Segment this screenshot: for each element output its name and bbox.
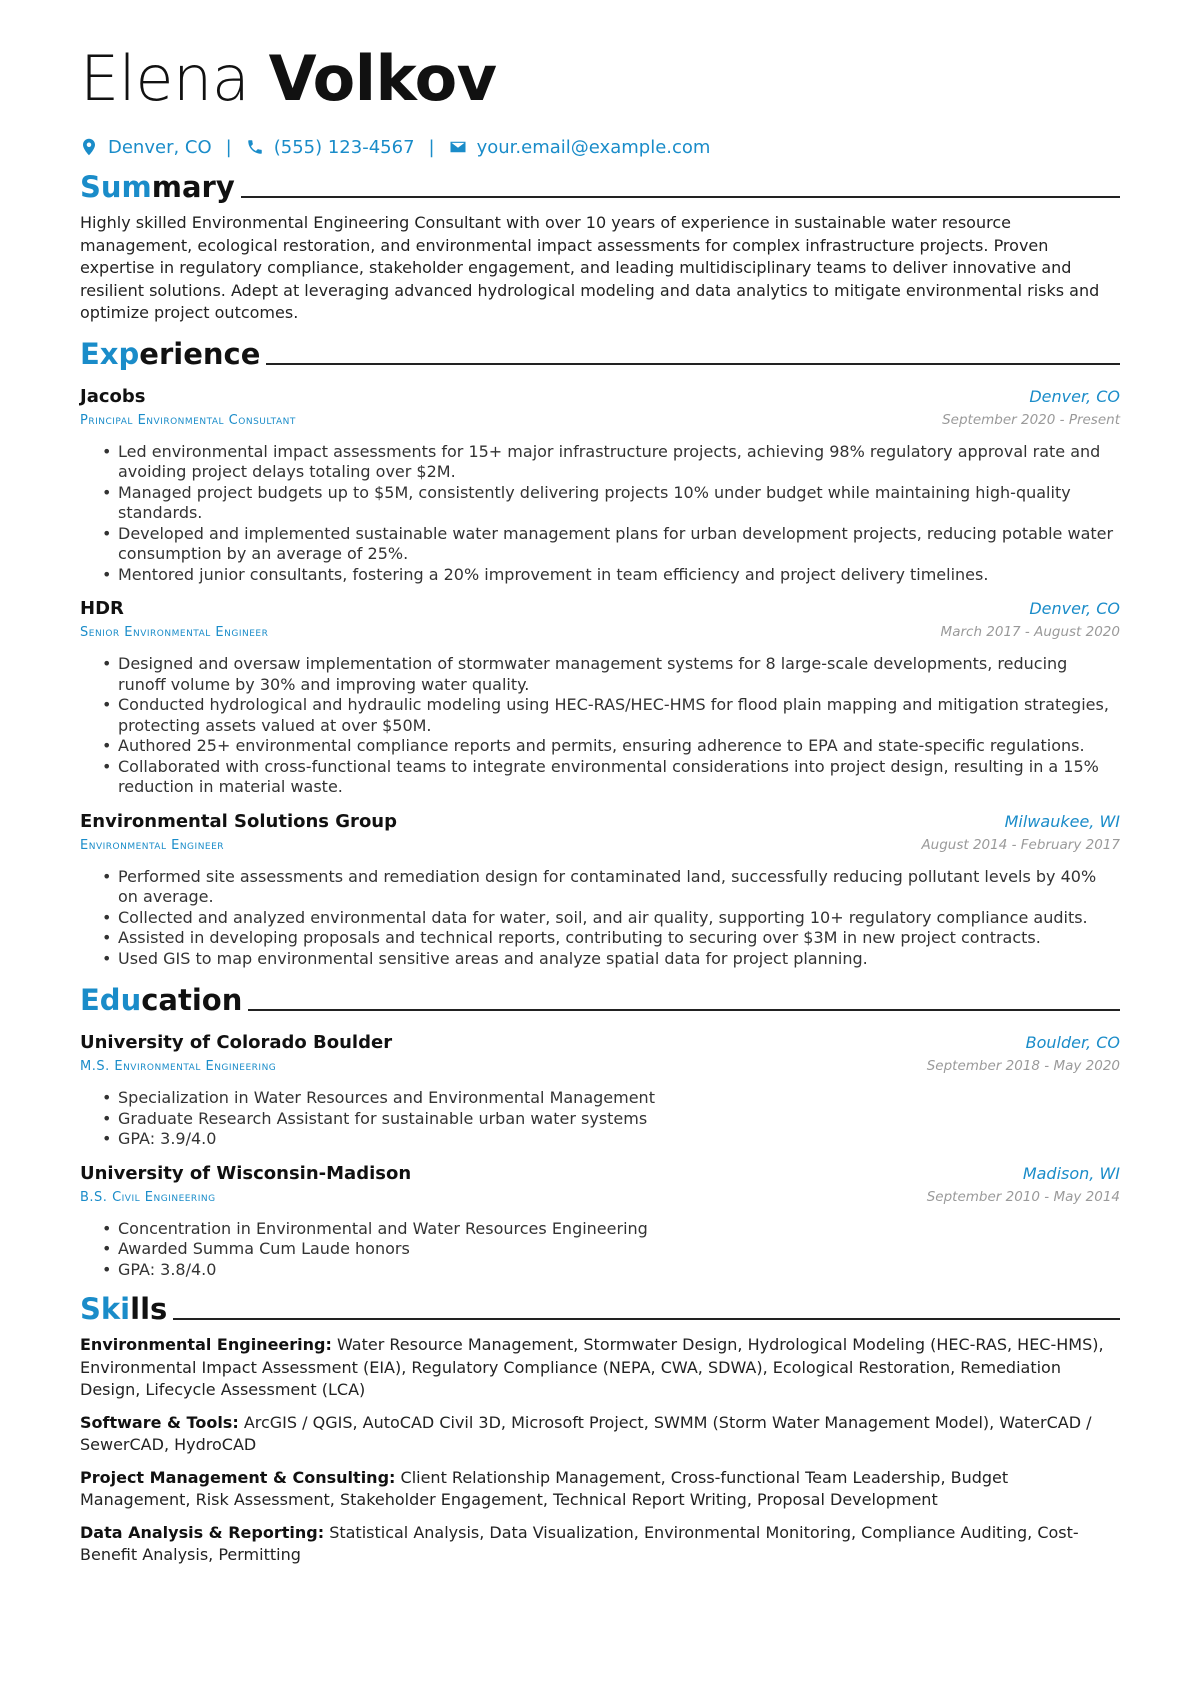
section-divider [241, 196, 1120, 198]
envelope-icon [449, 138, 467, 156]
skill-group [80, 1412, 1120, 1457]
list-item: • Mentored junior consultants, fostering a 20% improvement in team efficiency and project delivery timelines. [118, 565, 1120, 586]
section-title: Education [80, 983, 243, 1017]
skill-label: Data Analysis & Reporting: [80, 1522, 325, 1542]
company-name: HDR [80, 598, 124, 619]
summary-heading [80, 168, 1120, 206]
education-entry [80, 1162, 1120, 1281]
school-name: University of Colorado Boulder [80, 1032, 393, 1053]
skill-group [80, 1467, 1120, 1512]
contact-bar [80, 132, 1120, 162]
job-title: Senior Environmental Engineer [80, 625, 269, 640]
job-dates: August 2014 - February 2017 [921, 836, 1120, 853]
job-entry [80, 597, 1120, 798]
education-heading [80, 981, 1120, 1019]
job-location: Denver, CO [1029, 599, 1120, 618]
skill-group [80, 1522, 1120, 1567]
first-name: Elena [80, 42, 250, 115]
resume-page [80, 38, 1120, 1567]
phone-icon [246, 138, 264, 156]
contact-email[interactable] [449, 137, 711, 158]
job-location: Milwaukee, WI [1004, 811, 1120, 831]
phone-text: (555) 123-4567 [273, 136, 415, 158]
contact-separator: | [428, 136, 435, 158]
education-bullets [80, 1219, 1120, 1281]
last-name: Volkov [268, 42, 497, 115]
experience-heading [80, 335, 1120, 373]
list-item: • Used GIS to map environmental sensitive areas and analyze spatial data for project planning. [118, 949, 1120, 970]
list-item: • Specialization in Water Resources and Environmental Management [118, 1088, 1120, 1109]
skill-text: Water Resource Management, Stormwater Design, Hydrological Modeling (HEC-RAS, HEC-HMS), Environmental Impact Assessment (EIA), Regulatory Compliance (NEPA, CWA, SDWA), Ecological Restoration, Remediation Design, Lifecycle Assessment (LCA) [80, 1335, 1104, 1399]
list-item: • Authored 25+ environmental compliance reports and permits, ensuring adherence to EPA and state-specific regulations. [118, 736, 1120, 757]
section-divider [266, 363, 1120, 365]
job-dates: March 2017 - August 2020 [940, 624, 1120, 640]
list-item: • Graduate Research Assistant for sustainable urban water systems [118, 1109, 1120, 1130]
list-item: • Collaborated with cross-functional teams to integrate environmental considerations into project design, resulting in a 15% reduction in material waste. [118, 757, 1120, 798]
job-title: Principal Environmental Consultant [80, 412, 296, 428]
job-entry [80, 810, 1120, 970]
school-dates: September 2018 - May 2020 [926, 1058, 1120, 1074]
education-bullets [80, 1088, 1120, 1150]
list-item: • GPA: 3.9/4.0 [118, 1129, 1120, 1150]
contact-location [80, 137, 212, 158]
list-item: • Developed and implemented sustainable water management plans for urban development projects, reducing potable water consumption by an average of 25%. [118, 524, 1120, 565]
section-title: Experience [80, 336, 261, 371]
job-entry [80, 385, 1120, 586]
school-dates: September 2010 - May 2014 [926, 1188, 1120, 1205]
degree: M.S. Environmental Engineering [80, 1059, 277, 1074]
list-item: • Led environmental impact assessments for 15+ major infrastructure projects, achieving 98% regulatory approval rate and avoiding project delays totaling over $2M. [118, 442, 1120, 483]
section-title: Skills [80, 1292, 168, 1326]
list-item: • Designed and oversaw implementation of stormwater management systems for 8 large-scale developments, reducing runoff volume by 30% and improving water quality. [118, 654, 1120, 695]
job-bullets [80, 442, 1120, 586]
company-name: Environmental Solutions Group [80, 810, 398, 832]
school-location: Madison, WI [1022, 1163, 1120, 1183]
school-name: University of Wisconsin-Madison [80, 1162, 412, 1184]
list-item: • Performed site assessments and remediation design for contaminated land, successfully reducing pollutant levels by 40% on average. [118, 867, 1120, 908]
email-text: your.email@example.com [476, 136, 711, 158]
skill-text: Client Relationship Management, Cross-functional Team Leadership, Budget Management, Risk Assessment, Stakeholder Engagement, Technical Report Writing, Proposal Development [80, 1467, 1009, 1509]
job-bullets [80, 654, 1120, 798]
degree: B.S. Civil Engineering [80, 1189, 216, 1205]
job-bullets [80, 867, 1120, 970]
job-location: Denver, CO [1029, 386, 1120, 406]
skills-heading [80, 1290, 1120, 1328]
skill-label: Software & Tools: [80, 1412, 239, 1432]
skill-label: Project Management & Consulting: [80, 1467, 396, 1487]
contact-separator: | [225, 136, 232, 158]
candidate-name [80, 38, 1120, 120]
job-dates: September 2020 - Present [942, 411, 1120, 428]
list-item: • Awarded Summa Cum Laude honors [118, 1239, 1120, 1260]
list-item: • Conducted hydrological and hydraulic modeling using HEC-RAS/HEC-HMS for flood plain mapping and mitigation strategies, protecting assets valued at over $50M. [118, 695, 1120, 736]
section-divider [248, 1009, 1120, 1011]
skill-label: Environmental Engineering: [80, 1335, 332, 1354]
section-divider [173, 1318, 1120, 1320]
section-title: Summary [80, 170, 235, 204]
skill-group [80, 1334, 1120, 1402]
contact-phone[interactable] [246, 137, 415, 158]
summary-text: Highly skilled Environmental Engineering Consultant with over 10 years of experience in sustainable water resource management, ecological restoration, and environmental impact assessments for complex infrastructure projects. Proven expertise in regulatory compliance, stakeholder engagement, and leading multidisciplinary teams to deliver innovative and resilient solutions. Adept at leveraging advanced hydrological modeling and data analytics to mitigate environmental risks and optimize project outcomes. [80, 213, 1100, 322]
location-text: Denver, CO [108, 136, 212, 158]
skill-text: ArcGIS / QGIS, AutoCAD Civil 3D, Microsoft Project, SWMM (Storm Water Management Model), WaterCAD / SewerCAD, HydroCAD [80, 1412, 1092, 1454]
map-pin-icon [80, 138, 98, 156]
job-title: Environmental Engineer [80, 837, 225, 853]
company-name: Jacobs [80, 385, 146, 407]
list-item: • Managed project budgets up to $5M, consistently delivering projects 10% under budget while maintaining high-quality standards. [118, 483, 1120, 524]
skill-text: Statistical Analysis, Data Visualization, Environmental Monitoring, Compliance Auditing, Cost-Benefit Analysis, Permitting [80, 1522, 1079, 1564]
list-item: • GPA: 3.8/4.0 [118, 1260, 1120, 1281]
education-entry [80, 1031, 1120, 1150]
school-location: Boulder, CO [1025, 1033, 1120, 1052]
list-item: • Collected and analyzed environmental data for water, soil, and air quality, supporting 10+ regulatory compliance audits. [118, 908, 1120, 929]
list-item: • Concentration in Environmental and Water Resources Engineering [118, 1219, 1120, 1240]
list-item: • Assisted in developing proposals and technical reports, contributing to securing over $3M in new project contracts. [118, 928, 1120, 949]
